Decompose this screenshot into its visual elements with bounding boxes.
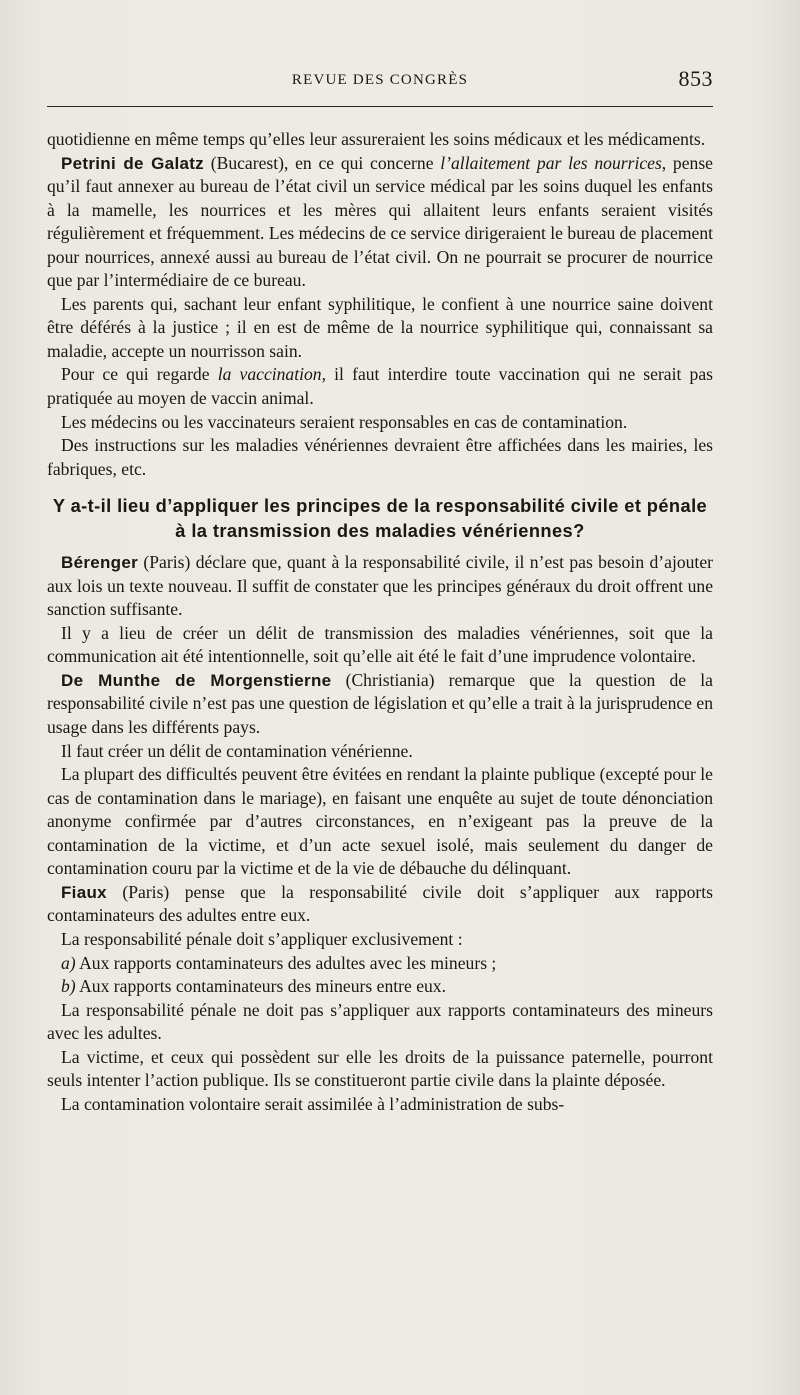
emphasis-text: l’allaitement par les nourrices (440, 152, 662, 173)
paragraph-fiaux (47, 881, 713, 928)
paragraph-text: , il faut interdire toute vaccination qui ne serait pas pratiquée au moyen de vaccin animal. (47, 364, 713, 409)
speaker-name: De Munthe de Morgenstierne (61, 670, 332, 690)
paragraph-text: Pour ce qui regarde (61, 364, 218, 385)
paragraph-text: La responsabilité pénale doit s’appliquer exclusivement : (61, 928, 463, 949)
speaker-name: Petrini de Galatz (61, 153, 204, 173)
page-number: 853 (678, 66, 713, 91)
paragraph (47, 999, 713, 1046)
paragraph-text: Les parents qui, sachant leur enfant syphilitique, le confient à une nourrice saine doivent être déférés à la justice ; il en est de même de la nourrice syphilitique qui, connaissant sa maladie, accepte un nourrisson sain. (47, 293, 713, 361)
paragraph (47, 622, 713, 669)
paragraph (47, 928, 713, 952)
paragraph-text: Il y a lieu de créer un délit de transmission des maladies vénériennes, soit que la communication ait été intentionnelle, soit qu’elle ait été le fait d’une imprudence volontaire. (47, 622, 713, 667)
paragraph-text: La responsabilité pénale ne doit pas s’appliquer aux rapports contaminateurs des mineurs avec les adultes. (47, 999, 713, 1044)
paragraph-text: (Paris) pense que la responsabilité civile doit s’appliquer aux rapports contaminateurs des adultes entre eux. (47, 881, 713, 926)
paragraph-text: La plupart des difficultés peuvent être évitées en rendant la plainte publique (excepté pour le cas de contamination dans le mariage), en faisant une enquête au sujet de toute dénonciation anonyme confirmée par d’autres circonstances, en n’exigeant pas la preuve de la contamination de la victime, et d’un acte sexuel isolé, mais seulement du danger de contamination couru par la victime et de la vie de débauche du délinquant. (47, 764, 713, 879)
header-rule (47, 106, 713, 107)
paragraph (47, 1093, 713, 1117)
paragraph-vaccination (47, 363, 713, 410)
paragraph-petrini (47, 152, 713, 293)
section-heading: Y a-t-il lieu d’appliquer les principes de la responsabilité civile et pénale à la transmission des maladies vénériennes? (52, 495, 708, 542)
paragraph-text: La victime, et ceux qui possèdent sur elle les droits de la puissance paternelle, pourront seuls intenter l’action publique. Ils se constitueront partie civile dans la plainte déposée. (47, 1046, 713, 1091)
list-marker: a) (61, 952, 76, 973)
body-text (47, 128, 713, 1116)
list-marker: b) (61, 976, 76, 997)
paragraph-text: La contamination volontaire serait assimilée à l’administration de subs- (61, 1093, 565, 1114)
paragraph-text: Aux rapports contaminateurs des mineurs entre eux. (75, 976, 447, 997)
paragraph-berenger (47, 551, 713, 622)
paragraph-text: quotidienne en même temps qu’elles leur assureraient les soins médicaux et les médicaments. (47, 129, 706, 149)
paragraph-text: Des instructions sur les maladies vénériennes devraient être affichées dans les mairies, les fabriques, etc. (47, 435, 713, 479)
list-item (47, 952, 713, 976)
paragraph (47, 763, 713, 881)
paragraph-text: Les médecins ou les vaccinateurs seraient responsables en cas de contamination. (61, 411, 628, 432)
paragraph-text: (Bucarest), en ce qui concerne (203, 152, 441, 173)
paragraph (47, 740, 713, 764)
paragraph (47, 293, 713, 364)
paragraph-text: (Christiania) remarque que la question de la responsabilité civile n’est pas une question de législation et qu’elle a trait à la jurisprudence en usage dans les différents pays. (47, 669, 713, 738)
paragraph-text: Aux rapports contaminateurs des adultes avec les mineurs ; (75, 952, 497, 973)
paragraph (47, 411, 713, 435)
paragraph-de-munthe (47, 669, 713, 740)
emphasis-text: la vaccination (217, 364, 322, 385)
paragraph-text: , pense qu’il faut annexer au bureau de l’état civil un service médical par les soins duquel les enfants à la mamelle, les nourrices et les mères qui allaitent leurs enfants seraient visités régulièrement et fréquemment. Les médecins de ce service dirigeraient le bureau de placement pour nourrices, annexé aussi au bureau de l’état civil. On ne pourrait se procurer de nourrice que par l’intermédiaire de ce bureau. (47, 152, 713, 291)
paragraph-text: (Paris) déclare que, quant à la responsabilité civile, il n’est pas besoin d’ajouter aux lois un texte nouveau. Il suffit de constater que les principes généraux du droit offrent une sanction suffisante. (47, 552, 713, 620)
running-head (47, 68, 713, 100)
running-title: REVUE DES CONGRÈS (291, 72, 469, 88)
paragraph (47, 1046, 713, 1093)
paragraph (47, 434, 713, 481)
paragraph-continuation (47, 128, 713, 152)
paragraph-text: Il faut créer un délit de contamination vénérienne. (61, 740, 413, 761)
speaker-name: Bérenger (61, 553, 139, 573)
list-item (47, 975, 713, 999)
speaker-name: Fiaux (61, 882, 107, 902)
